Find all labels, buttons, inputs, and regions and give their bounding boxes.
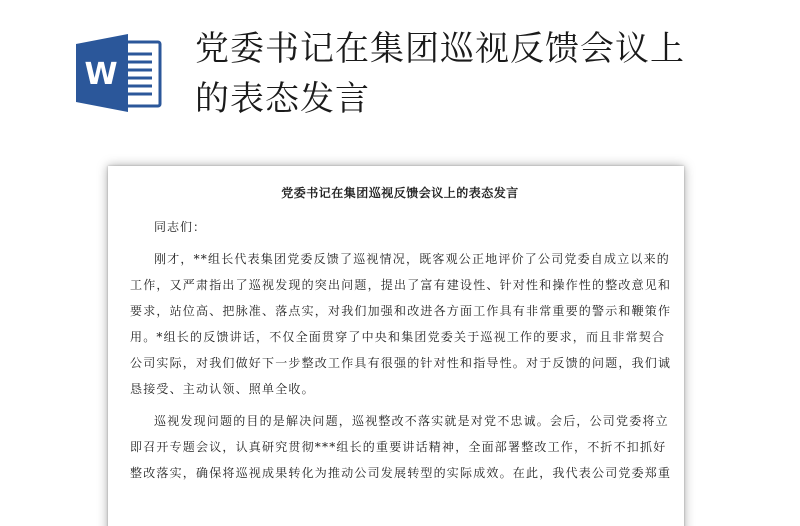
title-line-1: 党委书记在集团巡视反馈会议上 bbox=[195, 29, 685, 69]
title-line-2: 的表态发言 bbox=[195, 79, 370, 119]
document-body bbox=[130, 183, 670, 489]
text-line: 用。*组长的反馈讲话，不仅全面贯穿了中央和集团党委关于巡视工作的要求，而且非常契合 bbox=[130, 330, 666, 344]
text-line: 公司实际，对我们做好下一步整改工作具有很强的针对性和指导性。对于反馈的问题，我们诚 bbox=[130, 356, 672, 370]
paragraph-1 bbox=[130, 249, 670, 405]
word-document-icon bbox=[76, 34, 164, 112]
text-line: 刚才，**组长代表集团党委反馈了巡视情况，既客观公正地评价了公司党委自成立以来的 bbox=[154, 252, 671, 266]
page-title bbox=[195, 24, 755, 124]
text-line: 巡视发现问题的目的是解决问题，巡视整改不落实就是对党不忠诚。会后，公司党委将立 bbox=[154, 414, 669, 428]
text-line: 整改落实，确保将巡视成果转化为推动公司发展转型的实际成效。在此，我代表公司党委郑重 bbox=[130, 466, 672, 480]
salutation: 同志们： bbox=[154, 220, 207, 234]
document-heading: 党委书记在集团巡视反馈会议上的表态发言 bbox=[281, 186, 519, 200]
header bbox=[0, 0, 800, 140]
text-line: 要求，站位高、把脉准、落点实，对我们加强和改进各方面工作具有非常重要的警示和鞭策作 bbox=[130, 304, 672, 318]
text-line: 恳接受、主动认领、照单全收。 bbox=[130, 382, 315, 396]
svg-text:W: W bbox=[84, 57, 118, 92]
paragraph-2 bbox=[130, 411, 670, 489]
text-line: 即召开专题会议，认真研究贯彻***组长的重要讲话精神，全面部署整改工作，不折不扣抓好 bbox=[130, 440, 667, 454]
text-line: 工作，又严肃指出了巡视发现的突出问题，提出了富有建设性、针对性和操作性的整改意见和 bbox=[130, 278, 672, 292]
